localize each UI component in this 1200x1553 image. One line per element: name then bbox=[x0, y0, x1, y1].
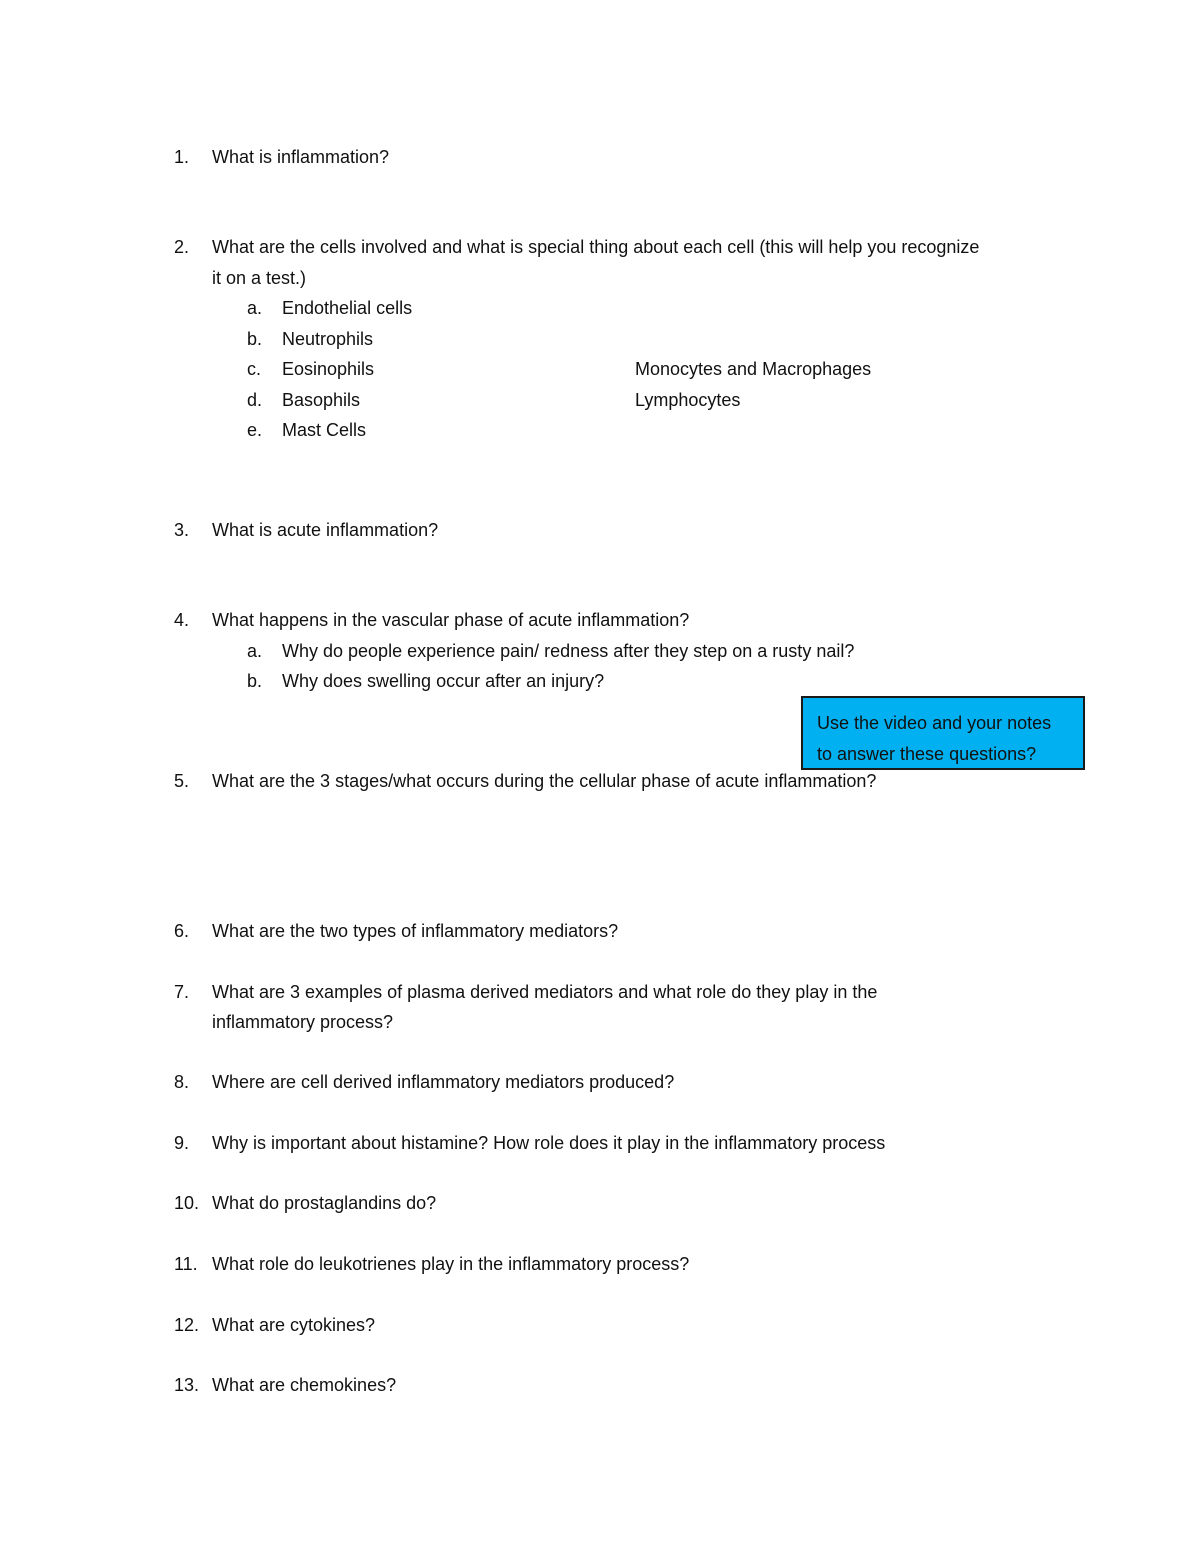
question-text: What is inflammation? bbox=[212, 147, 390, 167]
question-number: 13. bbox=[174, 1375, 200, 1395]
question-number: 2. bbox=[174, 237, 190, 257]
question-text: What are 3 examples of plasma derived mediators and what role do they play in the bbox=[212, 982, 878, 1002]
sub-item-letter: a. bbox=[247, 641, 263, 661]
sub-item-letter: a. bbox=[247, 298, 263, 318]
question-text: Where are cell derived inflammatory mediators produced? bbox=[212, 1072, 675, 1092]
question-text: What are chemokines? bbox=[212, 1375, 397, 1395]
sub-item-letter: b. bbox=[247, 329, 263, 349]
question-number: 6. bbox=[174, 921, 190, 941]
sub-item-text: Mast Cells bbox=[282, 420, 367, 440]
sub-item-text: Why do people experience pain/ redness after they step on a rusty nail? bbox=[282, 641, 855, 661]
sub-item-letter: e. bbox=[247, 420, 263, 440]
sub-item-letter: b. bbox=[247, 671, 263, 691]
question-text: Why is important about histamine? How role does it play in the inflammatory process bbox=[212, 1133, 886, 1153]
sub-item-letter: c. bbox=[247, 359, 262, 379]
question-number: 9. bbox=[174, 1133, 190, 1153]
callout-text: to answer these questions? bbox=[817, 744, 1037, 764]
question-number: 3. bbox=[174, 520, 190, 540]
question-text: it on a test.) bbox=[212, 268, 307, 288]
question-text: What are cytokines? bbox=[212, 1315, 376, 1335]
question-number: 1. bbox=[174, 147, 190, 167]
sub-item-text: Eosinophils bbox=[282, 359, 375, 379]
question-number: 7. bbox=[174, 982, 190, 1002]
sub-item-text: Why does swelling occur after an injury? bbox=[282, 671, 605, 691]
cell-type-right: Monocytes and Macrophages bbox=[635, 359, 872, 379]
question-text: What are the 3 stages/what occurs during the cellular phase of acute inflammation? bbox=[212, 771, 877, 791]
question-text: What are the cells involved and what is special thing about each cell (this will help you recognize bbox=[212, 237, 980, 257]
question-number: 8. bbox=[174, 1072, 190, 1092]
question-number: 4. bbox=[174, 610, 190, 630]
cell-type-right: Lymphocytes bbox=[635, 390, 741, 410]
question-text: What role do leukotrienes play in the inflammatory process? bbox=[212, 1254, 690, 1274]
instruction-callout-box bbox=[801, 696, 1085, 770]
callout-text: Use the video and your notes bbox=[817, 713, 1052, 733]
question-number: 12. bbox=[174, 1315, 200, 1335]
question-number: 11. bbox=[174, 1254, 198, 1274]
question-number: 5. bbox=[174, 771, 190, 791]
question-text: What do prostaglandins do? bbox=[212, 1193, 437, 1213]
sub-item-text: Neutrophils bbox=[282, 329, 374, 349]
sub-item-text: Basophils bbox=[282, 390, 361, 410]
question-text: What happens in the vascular phase of acute inflammation? bbox=[212, 610, 690, 630]
question-number: 10. bbox=[174, 1193, 200, 1213]
question-text: What is acute inflammation? bbox=[212, 520, 439, 540]
question-text: What are the two types of inflammatory mediators? bbox=[212, 921, 619, 941]
sub-item-text: Endothelial cells bbox=[282, 298, 413, 318]
question-text: inflammatory process? bbox=[212, 1012, 394, 1032]
sub-item-letter: d. bbox=[247, 390, 263, 410]
